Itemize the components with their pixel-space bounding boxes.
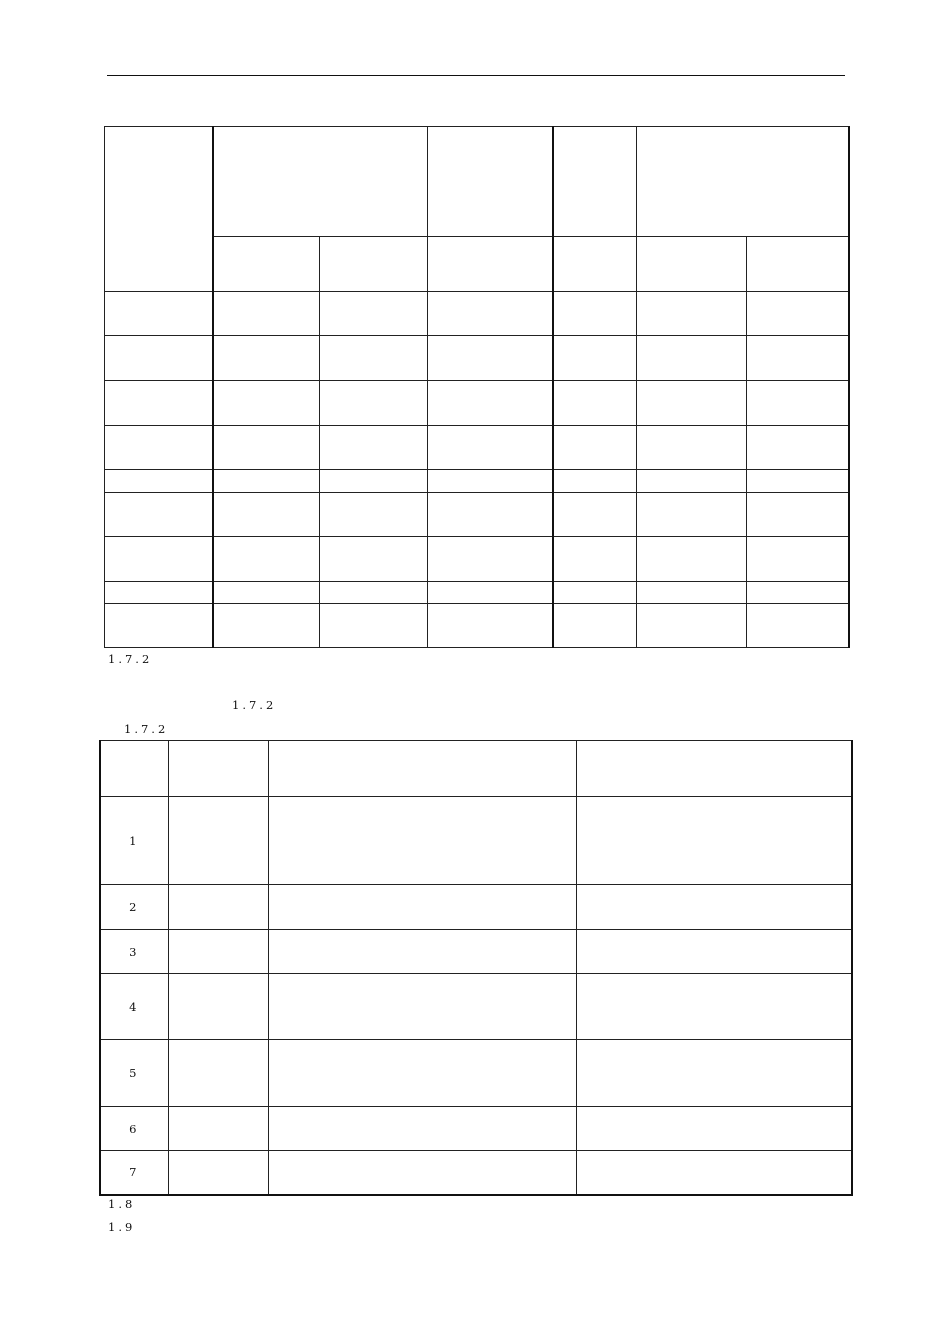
t1-cell <box>553 426 637 470</box>
section-number: 1.8 <box>108 1197 136 1211</box>
t1-cell <box>553 537 637 582</box>
t1-cell <box>320 336 428 381</box>
spec-table-2 <box>99 740 853 1196</box>
t1-cell <box>637 604 747 648</box>
t2-cell-req <box>576 974 852 1040</box>
t1-cell <box>105 537 213 582</box>
t1-cell <box>428 336 553 381</box>
t2-cell-no: 6 <box>100 1107 168 1151</box>
t1-cell <box>428 426 553 470</box>
t1-cell <box>105 381 213 426</box>
section-number: 1.7.2 <box>108 652 153 666</box>
table-reference: 1.7.2 <box>232 698 277 712</box>
t1-cell <box>637 470 747 493</box>
t2-cell-desc <box>268 885 576 930</box>
t1-cell <box>320 582 428 604</box>
t2-cell-desc <box>268 930 576 974</box>
t2-cell-item <box>168 974 268 1040</box>
t2-cell-no: 1 <box>100 797 168 885</box>
t2-header-req <box>576 741 852 797</box>
t1-row <box>105 582 849 604</box>
t1-cell <box>747 426 849 470</box>
t1-subheader-2 <box>320 237 428 292</box>
t1-cell <box>428 582 553 604</box>
t2-cell-desc <box>268 1040 576 1107</box>
t2-cell-no: 3 <box>100 930 168 974</box>
t1-cell <box>213 292 320 336</box>
t1-header-col3 <box>428 127 553 237</box>
t1-cell <box>553 470 637 493</box>
t1-subheader-1 <box>213 237 320 292</box>
t1-cell <box>213 537 320 582</box>
t1-header-col4 <box>553 127 637 237</box>
t1-cell <box>747 336 849 381</box>
t1-cell <box>320 292 428 336</box>
t1-cell <box>428 604 553 648</box>
t2-row <box>100 885 852 930</box>
t1-cell <box>553 604 637 648</box>
t1-row <box>105 336 849 381</box>
t2-cell-desc <box>268 1107 576 1151</box>
t2-row <box>100 1151 852 1195</box>
t1-cell <box>213 336 320 381</box>
t2-header-item <box>168 741 268 797</box>
t1-header-name <box>105 127 213 292</box>
t2-header-no <box>100 741 168 797</box>
section-1-9 <box>108 1216 135 1238</box>
t2-cell-desc <box>268 797 576 885</box>
section-1-7-2-line1 <box>108 648 152 670</box>
t1-header-group1 <box>213 127 428 237</box>
header-rule <box>107 75 845 76</box>
t2-cell-no: 2 <box>100 885 168 930</box>
t2-cell-req <box>576 930 852 974</box>
section-1-7-2-line3 <box>108 694 276 716</box>
t1-cell <box>320 381 428 426</box>
t1-row <box>105 537 849 582</box>
t1-row <box>105 381 849 426</box>
t1-cell <box>213 582 320 604</box>
t1-cell <box>747 582 849 604</box>
t2-row <box>100 1040 852 1107</box>
t1-cell <box>213 426 320 470</box>
t1-cell <box>637 493 747 537</box>
t1-cell <box>637 426 747 470</box>
t1-cell <box>105 292 213 336</box>
t1-subheader-3-empty <box>428 237 553 292</box>
t1-cell <box>637 381 747 426</box>
t1-cell <box>747 604 849 648</box>
t2-cell-item <box>168 797 268 885</box>
table2-caption-number: 1.7.2 <box>124 722 169 736</box>
section-number: 1.9 <box>108 1220 136 1234</box>
t1-cell <box>320 493 428 537</box>
t1-cell <box>105 604 213 648</box>
t2-cell-item <box>168 1040 268 1107</box>
t1-cell <box>320 537 428 582</box>
t1-cell <box>105 582 213 604</box>
t1-subheader-4 <box>747 237 849 292</box>
t1-cell <box>747 537 849 582</box>
t2-row <box>100 930 852 974</box>
t2-cell-item <box>168 885 268 930</box>
t1-cell <box>428 381 553 426</box>
t1-cell <box>320 470 428 493</box>
t1-row <box>105 470 849 493</box>
t1-cell <box>105 336 213 381</box>
t2-row <box>100 974 852 1040</box>
t2-cell-req <box>576 1040 852 1107</box>
t2-row <box>100 797 852 885</box>
spec-table-1 <box>104 126 850 648</box>
t1-row <box>105 493 849 537</box>
t1-cell <box>747 292 849 336</box>
t1-cell <box>428 537 553 582</box>
t2-cell-no: 7 <box>100 1151 168 1195</box>
t2-header-row <box>100 741 852 797</box>
t2-cell-req <box>576 1107 852 1151</box>
t1-cell <box>637 292 747 336</box>
t1-cell <box>105 426 213 470</box>
t1-cell <box>213 470 320 493</box>
t1-cell <box>428 470 553 493</box>
t1-cell <box>747 381 849 426</box>
t1-cell <box>553 292 637 336</box>
t1-cell <box>213 604 320 648</box>
t1-cell <box>637 336 747 381</box>
t1-subheader-3 <box>637 237 747 292</box>
t1-cell <box>320 426 428 470</box>
t2-cell-no: 5 <box>100 1040 168 1107</box>
t1-row <box>105 426 849 470</box>
t1-cell <box>428 493 553 537</box>
t1-row <box>105 292 849 336</box>
t1-cell <box>553 336 637 381</box>
t2-cell-item <box>168 1107 268 1151</box>
t2-cell-item <box>168 930 268 974</box>
t1-cell <box>637 582 747 604</box>
t1-cell <box>637 537 747 582</box>
t1-cell <box>320 604 428 648</box>
t2-cell-desc <box>268 1151 576 1195</box>
t1-cell <box>747 493 849 537</box>
t1-cell <box>105 470 213 493</box>
t1-cell <box>553 582 637 604</box>
t1-cell <box>213 493 320 537</box>
t2-cell-item <box>168 1151 268 1195</box>
t1-row <box>105 604 849 648</box>
t2-cell-req <box>576 885 852 930</box>
t1-subheader-4-empty <box>553 237 637 292</box>
t2-cell-req <box>576 1151 852 1195</box>
t2-cell-req <box>576 797 852 885</box>
t1-cell <box>747 470 849 493</box>
t1-header-group2 <box>637 127 849 237</box>
t1-cell <box>553 493 637 537</box>
t1-cell <box>553 381 637 426</box>
t2-row <box>100 1107 852 1151</box>
t2-cell-no: 4 <box>100 974 168 1040</box>
table2-caption <box>124 718 308 740</box>
section-1-8 <box>108 1193 135 1215</box>
t1-cell <box>105 493 213 537</box>
t2-cell-desc <box>268 974 576 1040</box>
t2-header-desc <box>268 741 576 797</box>
t1-cell <box>428 292 553 336</box>
t1-cell <box>213 381 320 426</box>
